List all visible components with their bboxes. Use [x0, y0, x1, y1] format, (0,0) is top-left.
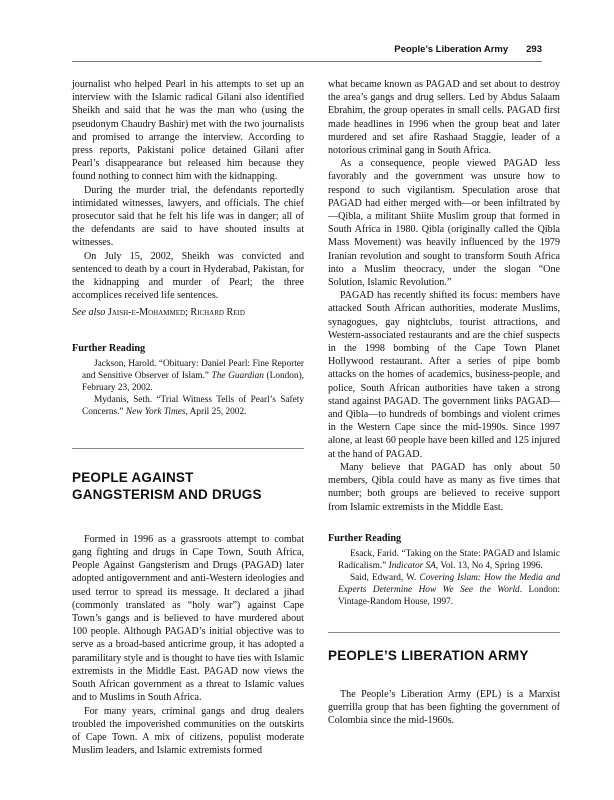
- see-also-label: See also: [72, 307, 106, 319]
- reference-text: Esack, Farid. “Taking on the State: PAGAD and Islamic Radicalism.”: [338, 548, 560, 571]
- running-header: [72, 44, 542, 55]
- reference-item: [72, 358, 304, 394]
- reference-text: , April 25, 2002.: [185, 406, 247, 417]
- entry-title: PEOPLE’S LIBERATION ARMY: [328, 647, 529, 663]
- reference-title: Covering Islam: How the Media and Experts Determine How We See the World: [338, 572, 561, 595]
- entry-heading: [72, 469, 304, 503]
- body-paragraph: As a consequence, people viewed PAGAD less favorably and the government was unsure how to respond to such vigilantism. Speculation arose that PAGAD had either merged with—or been infiltrated by—Qibla, a militant Shiite Muslim group that formed in South Africa in 1980. Qibla (originally called the Qibla Mass Movement) was heavily influenced by the 1979 Iranian revolution and sought to transform South Africa into a Muslim theocracy, under the slogan “One Solution, Islamic Revolution.”: [328, 158, 560, 289]
- reference-title: The Guardian: [211, 370, 264, 381]
- reference-title: New York Times: [125, 406, 186, 417]
- reference-text: (London), February 23, 2002.: [82, 370, 304, 393]
- further-reading-heading: Further Reading: [328, 532, 402, 544]
- entry-title-line: PEOPLE AGAINST: [72, 469, 194, 485]
- body-paragraph: The People’s Liberation Army (EPL) is a Marxist guerrilla group that has been fighting the government of Colombia since the mid-1960s.: [328, 688, 560, 727]
- body-paragraph: journalist who helped Pearl in his attempts to set up an interview with the Islamic radical Gilani also identified Sheikh and said that he was the man who (using the pseudonym Chaudry Bashir) met with the two journalists and promised to arrange the interview. According to press reports, Pakistani police detained Gilani after Pearl’s disappearance but released him because they found nothing to connect him with the kidnapping.: [72, 79, 304, 183]
- right-column: [328, 78, 560, 728]
- page-number: 293: [526, 44, 542, 55]
- reference-text: Jackson, Harold. “Obituary: Daniel Pearl: Fine Reporter and Sensitive Observer of Islam.”: [82, 358, 304, 381]
- body-paragraph: Many believe that PAGAD has only about 50 members, Qibla could have as many as five times that number; both groups are believed to receive support from Islamic extremists in the Middle East.: [328, 461, 560, 513]
- left-column: [72, 78, 304, 757]
- running-title: People’s Liberation Army: [394, 44, 509, 55]
- entry-title-line: GANGSTERISM AND DRUGS: [72, 486, 262, 502]
- body-paragraph: On July 15, 2002, Sheikh was convicted and sentenced to death by a court in Hyderabad, Pakistan, for the kidnapping and murder of Pearl; the three accomplices received life sentences.: [72, 250, 304, 302]
- reference-item: [328, 548, 560, 572]
- body-paragraph: what became known as PAGAD and set about to destroy the area’s gangs and drug sellers. Led by Abdus Salaam Ebrahim, the group operates in small cells. PAGAD first made headlines in 1996 when the group beat and later murdered and set afire Rashaad Staggie, leader of a notorious criminal gang in South Africa.: [328, 79, 560, 157]
- see-also: [72, 306, 304, 319]
- reference-text: Mydanis, Seth. “Trial Witness Tells of Pearl’s Safety Concerns.”: [82, 394, 304, 417]
- further-reading-heading: Further Reading: [72, 342, 146, 354]
- entry-divider: [72, 448, 304, 449]
- see-also-items: Jaish-e-Mohammed; Richard Reid: [107, 307, 245, 319]
- reference-text: Said, Edward, W.: [350, 572, 420, 583]
- reference-title: Indicator SA: [388, 560, 436, 571]
- body-paragraph: Formed in 1996 as a grassroots attempt to combat gang fighting and drugs in Cape Town, South Africa, People Against Gangsterism and Drugs (PAGAD) later adopted antigovernment and anti-Western ideologies and used terror to spread its message. It declared a jihad (commonly translated as “holy war”) against Cape Town’s gangs and is believed to have murdered about 100 people. Although PAGAD’s initial objective was to serve as a broad-based anticrime group, it has adopted a paramilitary style and is thought to have ties with Islamic extremists in the Middle East. PAGAD now views the South African government as a threat to Islamic values and to Muslims in South Africa.: [72, 533, 304, 704]
- reference-item: [328, 572, 560, 608]
- body-paragraph: During the murder trial, the defendants reportedly intimidated witnesses, lawyers, and officials. The chief prosecutor said that he felt his life was in danger; all of the defendants are said to have shouted insults at witnesses.: [72, 184, 304, 249]
- body-paragraph: For many years, criminal gangs and drug dealers troubled the impoverished communities on the outskirts of Cape Town. A mix of citizens, populist moderate Muslim leaders, and Islamic extremists formed: [72, 705, 304, 757]
- reference-item: [72, 394, 304, 418]
- body-paragraph: PAGAD has recently shifted its focus: members have attacked South African authorities, moderate Muslims, synagogues, gay nightclubs, tourist attractions, and Western-associated restaurants and are the chief suspects in the 1998 bombing of the Cape Town Planet Hollywood restaurant. After a series of pipe bomb attacks on the homes of academics, business-people, and police, South African authorities have taken a strong stand against PAGAD. The government links PAGAD—and Qibla—to hundreds of bombings and violent crimes in the Western Cape since the mid-1990s. Since 1997 alone, at least 60 people have been killed and 125 injured at the hand of PAGAD.: [328, 290, 560, 460]
- reference-text: , Vol. 13, No 4, Spring 1996.: [435, 560, 543, 571]
- entry-divider: [328, 632, 560, 633]
- header-rule: [72, 61, 542, 62]
- reference-text: . London: Vintage-Random House, 1997.: [338, 584, 561, 607]
